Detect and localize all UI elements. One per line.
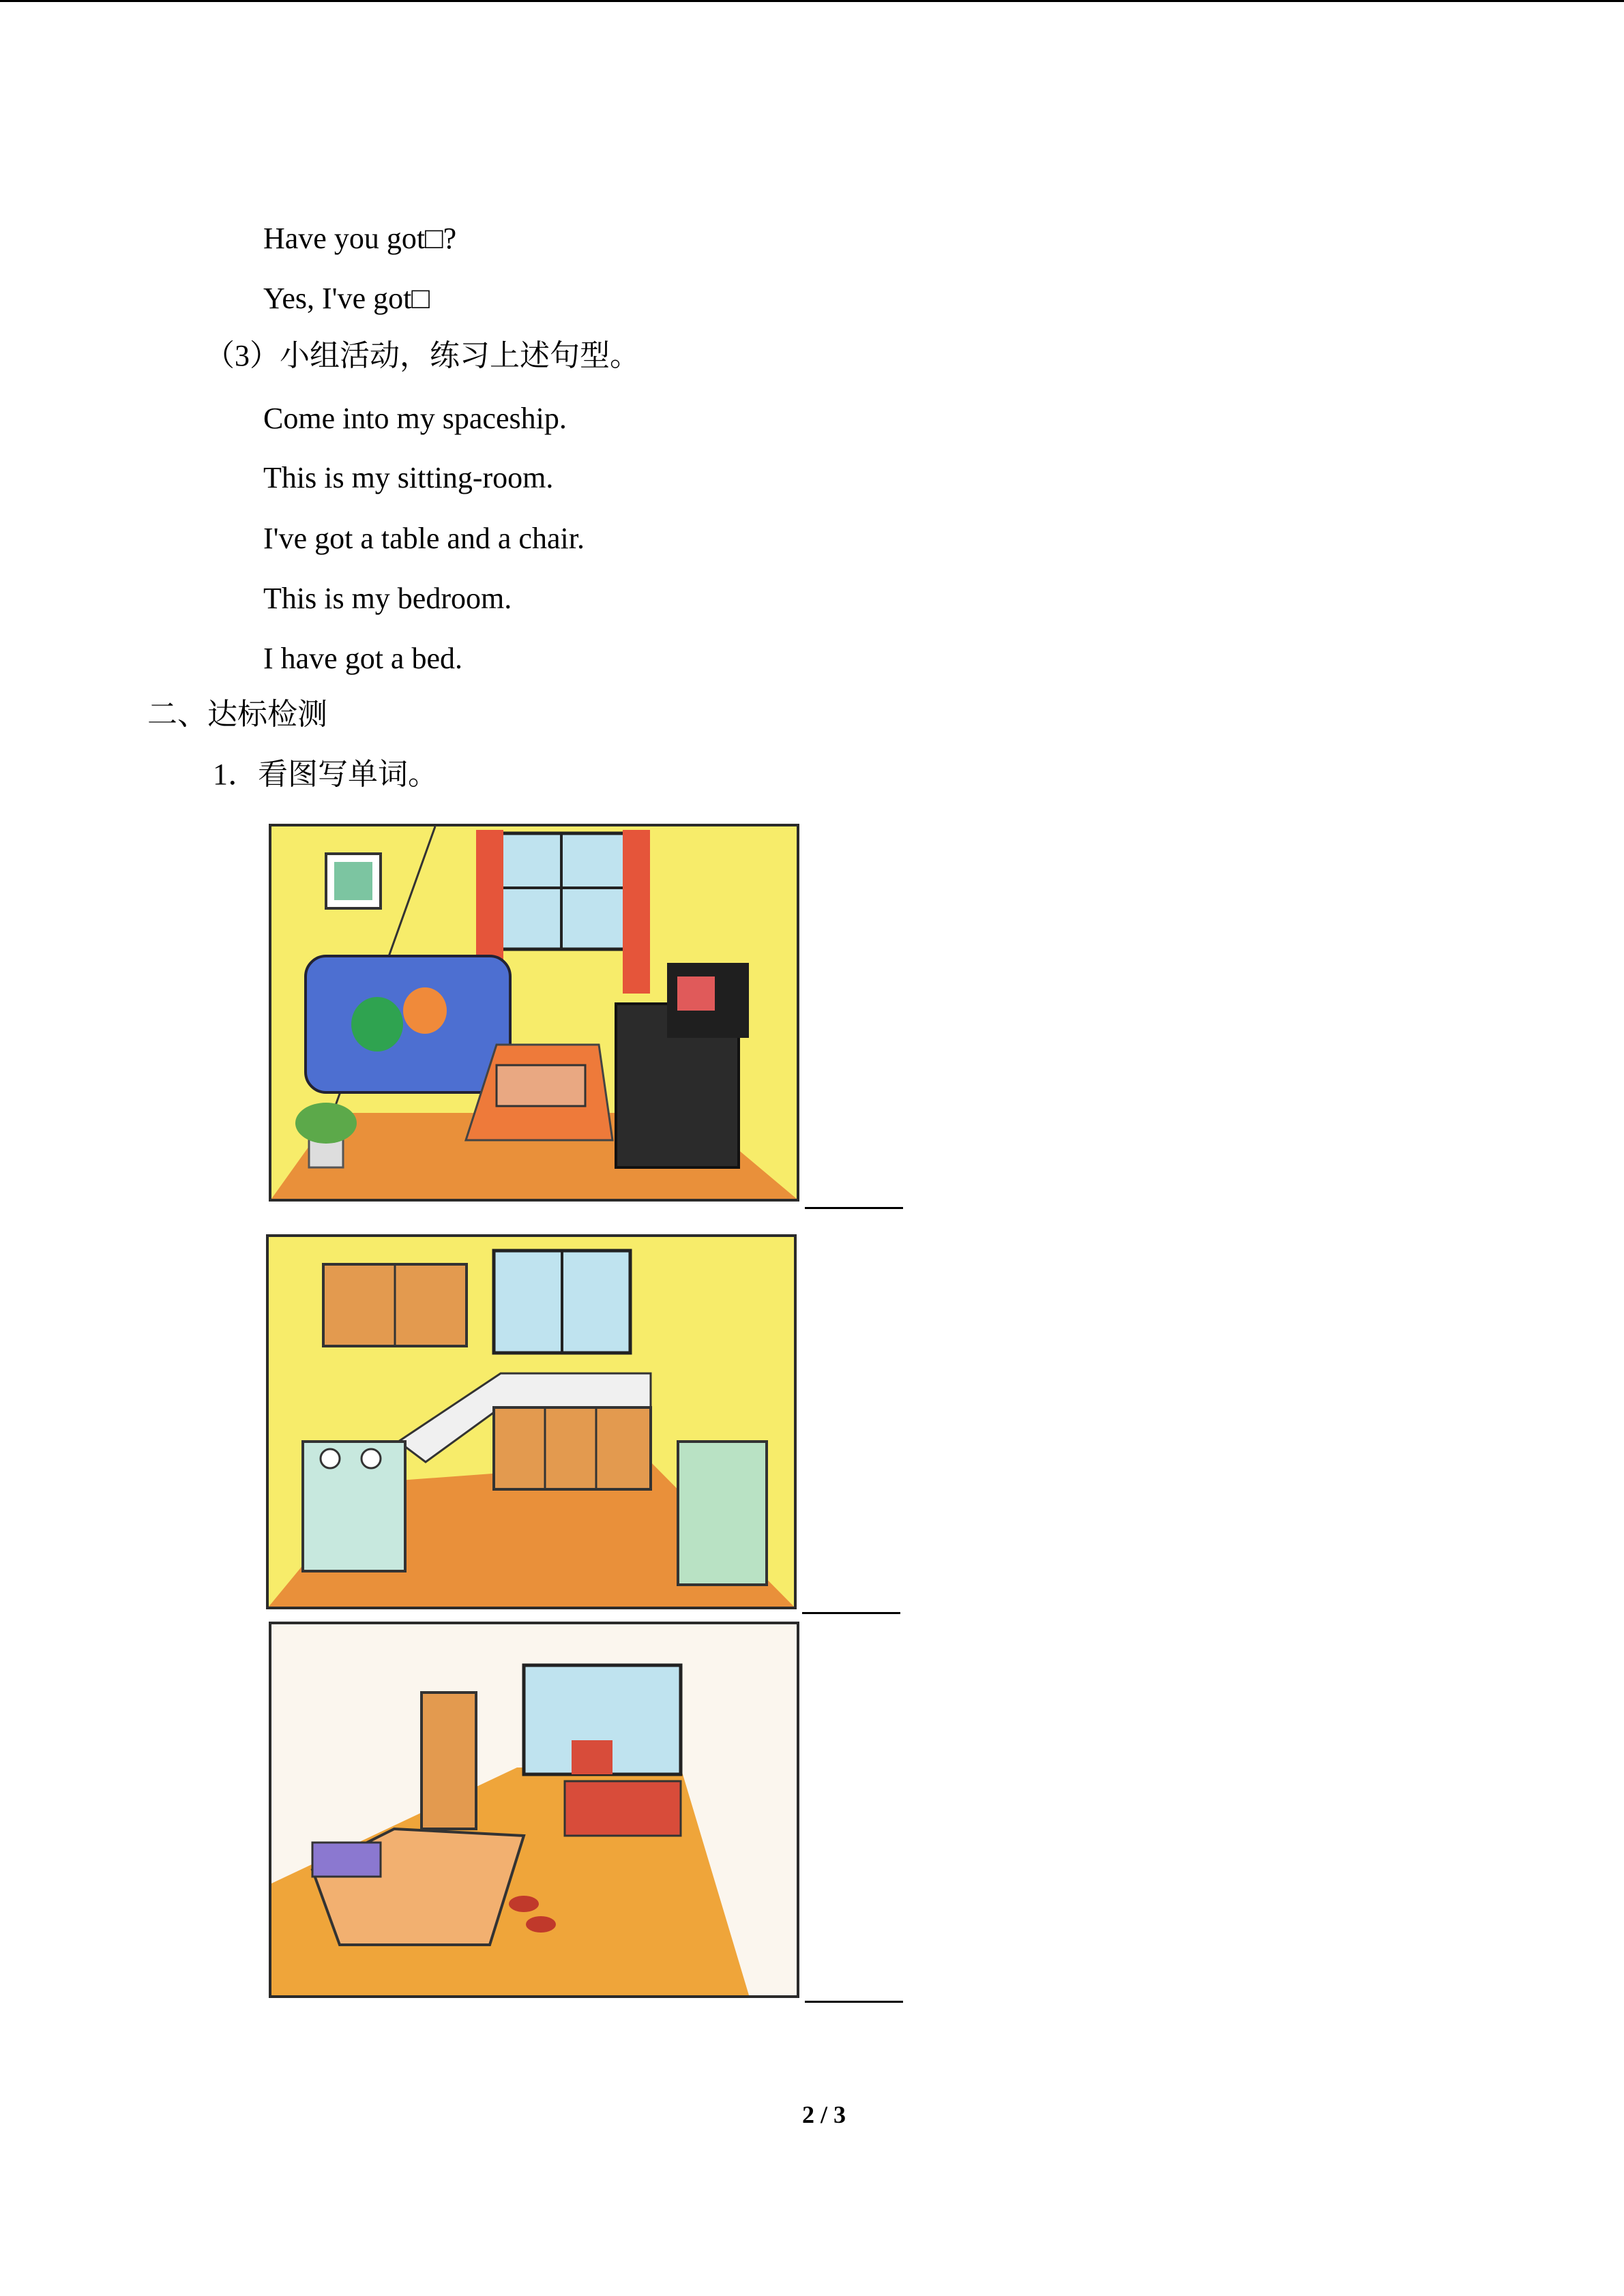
bedroom-icon bbox=[271, 1624, 797, 1995]
answer-blank-2[interactable] bbox=[802, 1612, 900, 1614]
sitting-room-picture bbox=[269, 824, 799, 1202]
sentence-table-chair: I've got a table and a chair. bbox=[263, 522, 585, 555]
sentence-bed: I have got a bed. bbox=[263, 642, 462, 675]
sentence-bedroom: This is my bedroom. bbox=[263, 582, 512, 615]
sentence-yes-ive-got: Yes, I've got□ bbox=[263, 282, 430, 315]
sentence-spaceship: Come into my spaceship. bbox=[263, 402, 567, 435]
kitchen-icon bbox=[269, 1237, 794, 1607]
group-activity-instruction: （3）小组活动，练习上述句型。 bbox=[205, 339, 640, 372]
sentence-have-you-got: Have you got□? bbox=[263, 222, 457, 255]
sentence-sitting-room: This is my sitting-room. bbox=[263, 461, 554, 494]
answer-blank-1[interactable] bbox=[805, 1207, 903, 1209]
answer-blank-3[interactable] bbox=[805, 2001, 903, 2003]
section-heading: 二、达标检测 bbox=[147, 698, 327, 731]
bedroom-picture bbox=[269, 1622, 799, 1998]
kitchen-picture bbox=[266, 1234, 797, 1609]
task-instruction: 1．看图写单词。 bbox=[213, 758, 438, 791]
sitting-room-icon bbox=[271, 826, 797, 1199]
page-top-border bbox=[0, 0, 1624, 2]
page-number: 2 / 3 bbox=[802, 2101, 846, 2128]
